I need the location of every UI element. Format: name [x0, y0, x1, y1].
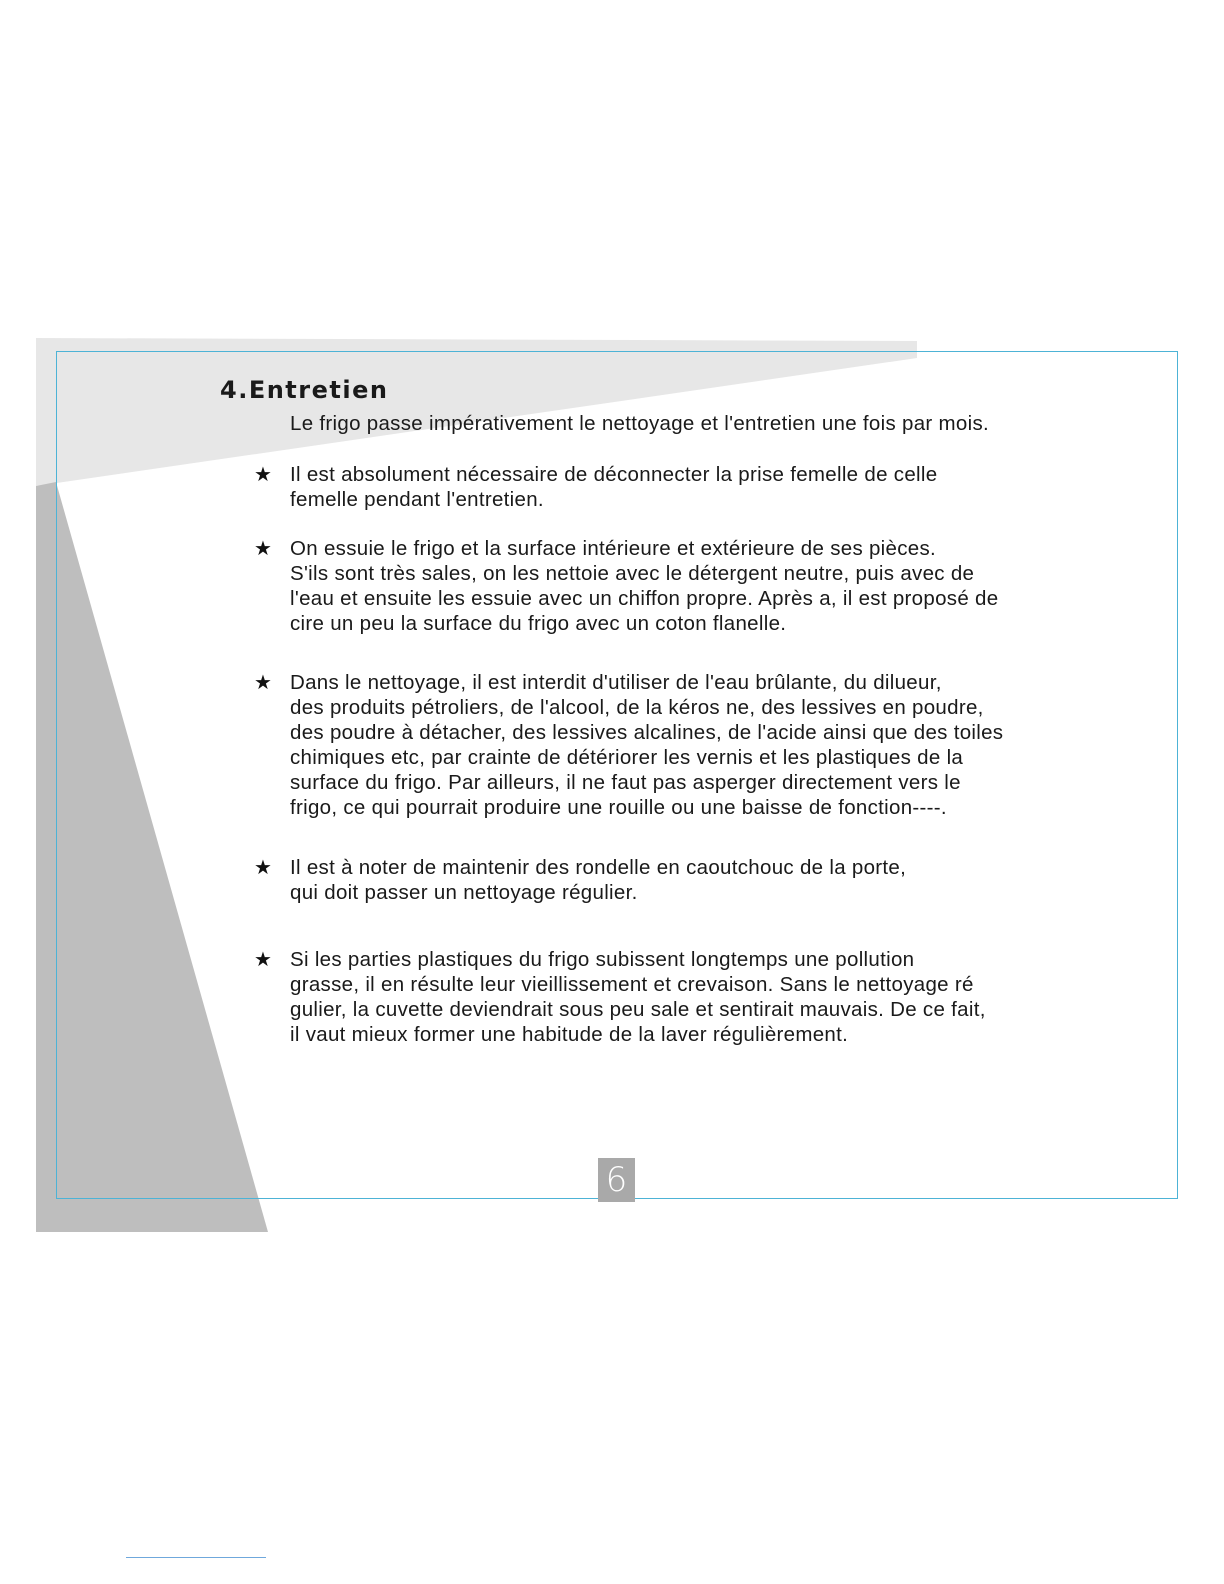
bullet-line: On essuie le frigo et la surface intérieure et extérieure de ses pièces.: [290, 537, 937, 560]
intro-text: Le frigo passe impérativement le nettoyage et l'entretien une fois par mois.: [290, 412, 990, 435]
bullet-text: [290, 855, 906, 905]
bullet-line: Il est absolument nécessaire de déconnecter la prise femelle de celle: [290, 463, 938, 486]
bullet-line: qui doit passer un nettoyage régulier.: [290, 881, 638, 904]
bullet-line: frigo, ce qui pourrait produire une rouille ou une baisse de fonction----.: [290, 796, 947, 819]
page-number: 6: [598, 1158, 635, 1202]
bullet-line: Dans le nettoyage, il est interdit d'utiliser de l'eau brûlante, du dilueur,: [290, 671, 942, 694]
bullet-line: il vaut mieux former une habitude de la laver régulièrement.: [290, 1023, 849, 1046]
bullet-line: l'eau et ensuite les essuie avec un chiffon propre. Après a, il est proposé de: [290, 587, 999, 610]
bullet-line: grasse, il en résulte leur vieillissement et crevaison. Sans le nettoyage ré: [290, 973, 974, 996]
bullet-line: Il est à noter de maintenir des rondelle en caoutchouc de la porte,: [290, 856, 907, 879]
star-icon: ★: [254, 536, 272, 560]
bullet-text: [290, 536, 998, 636]
star-icon: ★: [254, 462, 272, 486]
bullet-text: [290, 947, 986, 1047]
bullet-line: S'ils sont très sales, on les nettoie avec le détergent neutre, puis avec de: [290, 562, 975, 585]
star-icon: ★: [254, 855, 272, 879]
bullet-text: [290, 462, 937, 512]
star-icon: ★: [254, 947, 272, 971]
bullet-line: chimiques etc, par crainte de détériorer les vernis et les plastiques de la: [290, 746, 964, 769]
bullet-line: cire un peu la surface du frigo avec un coton flanelle.: [290, 612, 787, 635]
bullet-line: Si les parties plastiques du frigo subissent longtemps une pollution: [290, 948, 915, 971]
bullet-line: des poudre à détacher, des lessives alcalines, de l'acide ainsi que des toiles: [290, 721, 1004, 744]
footer-rule: [126, 1557, 266, 1558]
section-title: 4.Entretien: [220, 376, 389, 404]
bullet-line: femelle pendant l'entretien.: [290, 488, 544, 511]
bullet-line: gulier, la cuvette deviendrait sous peu sale et sentirait mauvais. De ce fait,: [290, 998, 986, 1021]
bullet-text: [290, 670, 1003, 820]
bullet-line: des produits pétroliers, de l'alcool, de la kéros ne, des lessives en poudre,: [290, 696, 984, 719]
star-icon: ★: [254, 670, 272, 694]
bullet-line: surface du frigo. Par ailleurs, il ne faut pas asperger directement vers le: [290, 771, 961, 794]
